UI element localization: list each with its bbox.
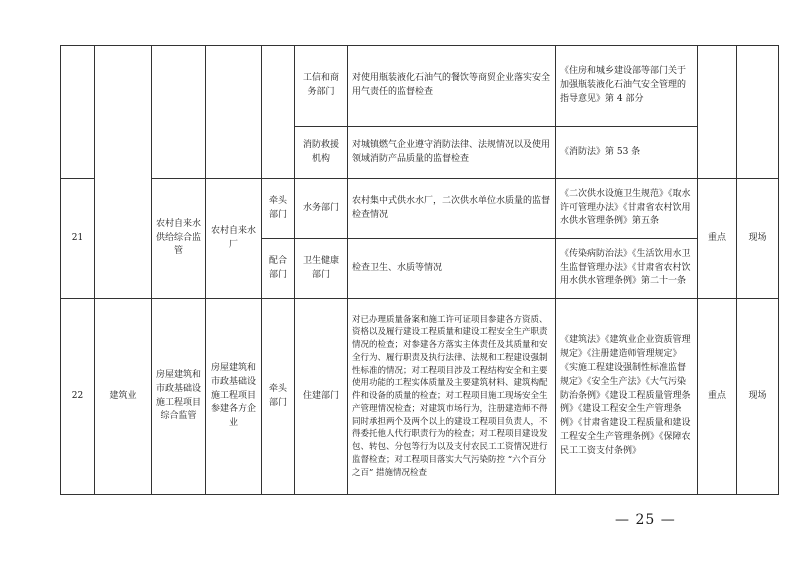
cell-no: 22 bbox=[61, 299, 95, 495]
cell-level: 重点 bbox=[698, 299, 737, 495]
cell-role: 配合部门 bbox=[262, 239, 295, 299]
cell-object bbox=[206, 46, 262, 179]
cell-no bbox=[61, 46, 95, 179]
cell-role: 牵头部门 bbox=[262, 299, 295, 495]
cell-role bbox=[262, 46, 295, 179]
cell-item bbox=[152, 46, 206, 179]
cell-dept: 卫生健康部门 bbox=[295, 239, 348, 299]
cell-level: 重点 bbox=[698, 179, 737, 299]
cell-dept: 水务部门 bbox=[295, 179, 348, 239]
cell-no: 21 bbox=[61, 179, 95, 299]
cell-basis: 《二次供水设施卫生规范》《取水许可管理办法》《甘肃省农村饮用水供水管理条例》第五条 bbox=[556, 179, 698, 239]
cell-object: 农村自来水厂 bbox=[206, 179, 262, 299]
cell-dept: 工信和商务部门 bbox=[295, 46, 348, 127]
cell-industry bbox=[95, 46, 152, 299]
cell-level bbox=[698, 46, 737, 179]
table-row bbox=[61, 299, 779, 495]
page-number: — 25 — bbox=[615, 512, 676, 528]
cell-basis: 《住房和城乡建设部等部门关于加强瓶装液化石油气安全管理的指导意见》第 4 部分 bbox=[556, 46, 698, 127]
cell-content: 对城镇燃气企业遵守消防法律、法规情况以及使用领域消防产品质量的监督检查 bbox=[348, 127, 556, 179]
cell-content: 检查卫生、水质等情况 bbox=[348, 239, 556, 299]
cell-role: 牵头部门 bbox=[262, 179, 295, 239]
cell-item: 农村自来水供给综合监管 bbox=[152, 179, 206, 299]
table-row bbox=[61, 46, 779, 127]
cell-industry: 建筑业 bbox=[95, 299, 152, 495]
table-row bbox=[61, 179, 779, 239]
cell-method: 现场 bbox=[737, 179, 779, 299]
cell-basis: 《传染病防治法》《生活饮用水卫生监督管理办法》《甘肃省农村饮用水供水管理条例》第二十一条 bbox=[556, 239, 698, 299]
cell-object: 房屋建筑和市政基础设施工程项目参建各方企业 bbox=[206, 299, 262, 495]
cell-content: 农村集中式供水水厂，二次供水单位水质量的监督检查情况 bbox=[348, 179, 556, 239]
cell-item: 房屋建筑和市政基础设施工程项目综合监管 bbox=[152, 299, 206, 495]
cell-basis: 《消防法》第 53 条 bbox=[556, 127, 698, 179]
inspection-table bbox=[60, 45, 779, 495]
cell-method: 现场 bbox=[737, 299, 779, 495]
cell-basis: 《建筑法》《建筑业企业资质管理规定》《注册建造师管理规定》《实施工程建设强制性标准监督规定》《安全生产法》《大气污染防治条例》《建设工程质量管理条例》《建设工程安全生产管理条例》《甘肃省建设工程质量和建设工程安全生产管理条例》《保障农民工工资支付条例》 bbox=[556, 299, 698, 495]
cell-dept: 住建部门 bbox=[295, 299, 348, 495]
cell-method bbox=[737, 46, 779, 179]
cell-dept: 消防救援机构 bbox=[295, 127, 348, 179]
cell-content: 对使用瓶装液化石油气的餐饮等商贸企业落实安全用气责任的监督检查 bbox=[348, 46, 556, 127]
cell-content: 对已办理质量备案和施工许可证项目参建各方资质、资格以及履行建设工程质量和建设工程安全生产职责情况的检查；对参建各方落实主体责任及其质量和安全行为、履行职责及执行法律、法规和工程建设强制性标准的情况；对工程项目涉及工程结构安全和主要使用功能的工程实体质量及主要建筑材料、建筑构配件和设备的质量的检查；对工程项目施工现场安全生产管理情况检查；对建筑市场行为，注册建造师不得同时承担两个及两个以上的建设工程项目负责人，不得委托他人代行职责行为的检查；对工程项目建设发包、转包、分包等行为以及支付农民工工资情况进行监督检查；对工程项目落实大气污染防控 “六个百分之百” 措施情况检查 bbox=[348, 299, 556, 495]
